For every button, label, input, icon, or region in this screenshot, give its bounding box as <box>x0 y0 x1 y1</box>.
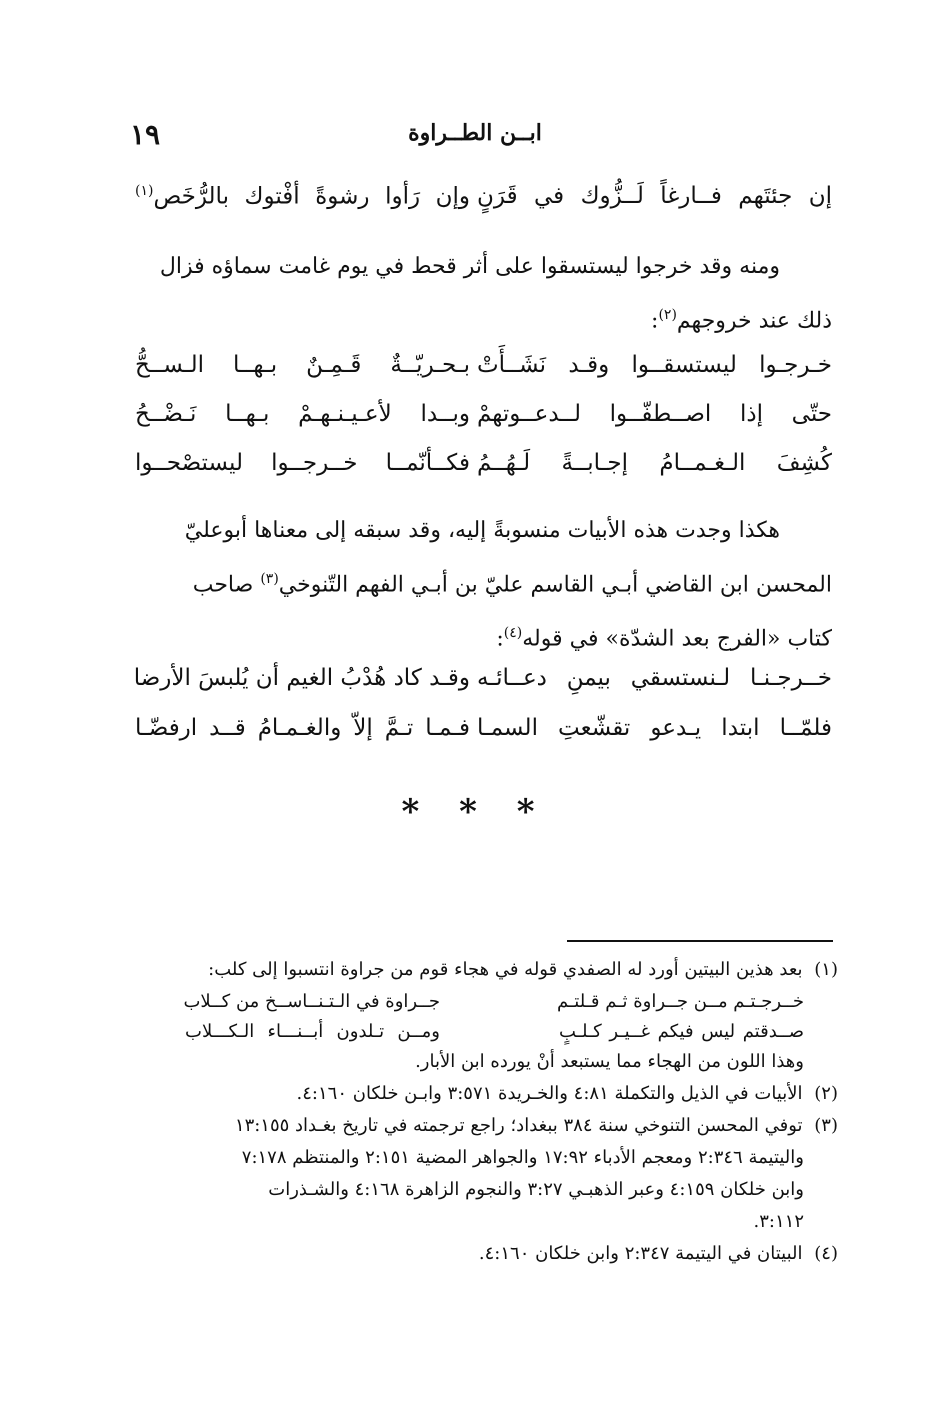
verse-first-hemistich: خــرجـتـم مــن جــراوة ثـم قـلتـم <box>557 991 804 1012</box>
verse-second-hemistich: فـمـا تـمَّ إلاّ والغـمـامُ قــد ارفضّـا <box>135 715 470 741</box>
verse-first-hemistich: صــدقتم ليس فيكم غــيـر كـلـبٍ <box>559 1021 804 1042</box>
verse-line <box>135 183 832 227</box>
footnote-ref: (٤) <box>503 625 523 642</box>
footnote-number: (٤) <box>814 1243 838 1264</box>
footnote-divider <box>567 940 833 942</box>
paragraph-text: ذلك عند خروجهم <box>676 308 832 334</box>
poem-line <box>135 352 832 396</box>
footnote-number: (١) <box>814 959 838 980</box>
poem-line <box>135 401 832 445</box>
footnote-text: وهذا اللون من الهجاء مما يستبعد أنْ يورده ابن الأبار. <box>415 1051 804 1072</box>
verse-second-hemistich: ومــن تـلدون أبــنـــاء الـكـــلاب <box>185 1021 440 1042</box>
footnote-number: (٣) <box>814 1115 838 1136</box>
paragraph-line: هكذا وجدت هذه الأبيات منسوبةً إليه، وقد سبقه إلى معناها أبوعليّ <box>184 518 780 543</box>
verse-first-hemistich: خـرجـوا ليستسقــوا وقـد نَشَــأَتْ <box>477 352 832 378</box>
poem-line <box>135 450 832 494</box>
footnote <box>135 1239 838 1269</box>
paragraph-text: المحسن ابن القاضي أبـي القاسم عليّ بن أبـي الفهم التّنوخي <box>278 572 832 598</box>
poem-line <box>135 715 832 759</box>
verse-second-hemistich <box>135 183 470 210</box>
verse-first-hemistich: حتّى إذا اصــطفّــوا لــدعــوتهمْ <box>477 401 832 427</box>
footnote-number: (٢) <box>814 1083 838 1104</box>
footnote-text: واليتيمة ٢:٣٤٦ ومعجم الأدباء ١٧:٩٢ والجواهر المضية ٢:١٥١ والمنتظم ٧:١٧٨ <box>241 1147 804 1168</box>
footnote-text: وابن خلكان ٤:١٥٩ وعبر الذهبـي ٣:٢٧ والنجوم الزاهرة ٤:١٦٨ والشـذرات <box>268 1179 804 1200</box>
footnote-text: بعد هذين البيتين أورد له الصفدي قوله في هجاء قوم من جراوة انتسبوا إلى كلب: <box>208 959 803 980</box>
paragraph <box>130 506 832 664</box>
punctuation: : <box>651 308 659 334</box>
footnote-verse <box>185 987 804 1017</box>
footnotes <box>135 955 838 1271</box>
paragraph-line: ومنه وقد خرجوا ليستسقوا على أثر قحط في يوم غامت سماؤه فزال <box>159 254 780 279</box>
footnote-text: ٣:١١٢. <box>753 1211 804 1232</box>
footnote-text: الأبيات في الذيل والتكملة ٤:٨١ والخـريدة ٣:٥٧١ وابـن خلكان ٤:١٦٠. <box>296 1083 803 1104</box>
verse-text: وإن رَأوا رشوةً أفْتوك بالرُّخَص <box>153 183 470 210</box>
running-title: ابــن الطــراوة <box>408 120 542 146</box>
page-number: ١٩ <box>130 118 161 151</box>
punctuation: : <box>496 626 504 652</box>
paragraph-line <box>130 555 832 609</box>
verse-second-hemistich: بـحـريّــةٌ قَـمِـنٌ بـهــا الـســحُّ <box>135 352 470 378</box>
footnote <box>135 955 838 985</box>
footnote-ref: (٢) <box>658 307 677 323</box>
paragraph-text: كتاب «الفرج بعد الشدّة» في قوله <box>522 626 832 652</box>
footnote <box>135 1111 838 1141</box>
page-header <box>130 118 820 158</box>
poem-line <box>135 665 832 709</box>
footnote-verse <box>185 1017 804 1047</box>
verse-first-hemistich: خــرجـنـا لـنستسقي بيمنِ دعــائـه <box>477 665 832 691</box>
section-separator: * * * <box>401 792 549 832</box>
footnote-text: توفي المحسن التنوخي سنة ٣٨٤ ببغداد؛ راجع ترجمته في تاريخ بغـداد ١٣:١٥٥ <box>234 1115 803 1136</box>
verse-second-hemistich: وبــدا لأعـيـنـهـمْ بـهــا نَـضْــحُ <box>135 401 470 427</box>
footnote <box>135 1079 838 1109</box>
paragraph-line <box>130 609 832 663</box>
paragraph <box>130 242 832 345</box>
verse-second-hemistich: جــراوة في الـتـنــاســخ من كــلاب <box>183 991 440 1012</box>
paragraph-text: صاحب <box>192 572 261 598</box>
verse-second-hemistich: وقـد كاد هُدْبُ الغيم أن يُلبسَ الأرضا <box>133 665 470 691</box>
footnote-ref: (٣) <box>260 571 279 587</box>
footnote-text: البيتان في اليتيمة ٢:٣٤٧ وابن خلكان ٤:١٦٠. <box>478 1243 803 1264</box>
verse-first-hemistich: كُشِفَ الـغـمــامُ إجـابــةً لَـهُــمُ <box>477 450 832 476</box>
footnote-ref: (١) <box>135 183 154 199</box>
paragraph-line <box>130 291 832 345</box>
verse-first-hemistich: فلمّــا ابتدا يـدعو تقشّعتِ السمـا <box>477 715 832 741</box>
verse-first-hemistich: إن جئتَهم فــارغاً لَــزُّوك في قَرَنٍ <box>477 183 832 209</box>
verse-second-hemistich: فكــأنّمــا خــرجــوا ليستصْحــوا <box>135 450 470 476</box>
